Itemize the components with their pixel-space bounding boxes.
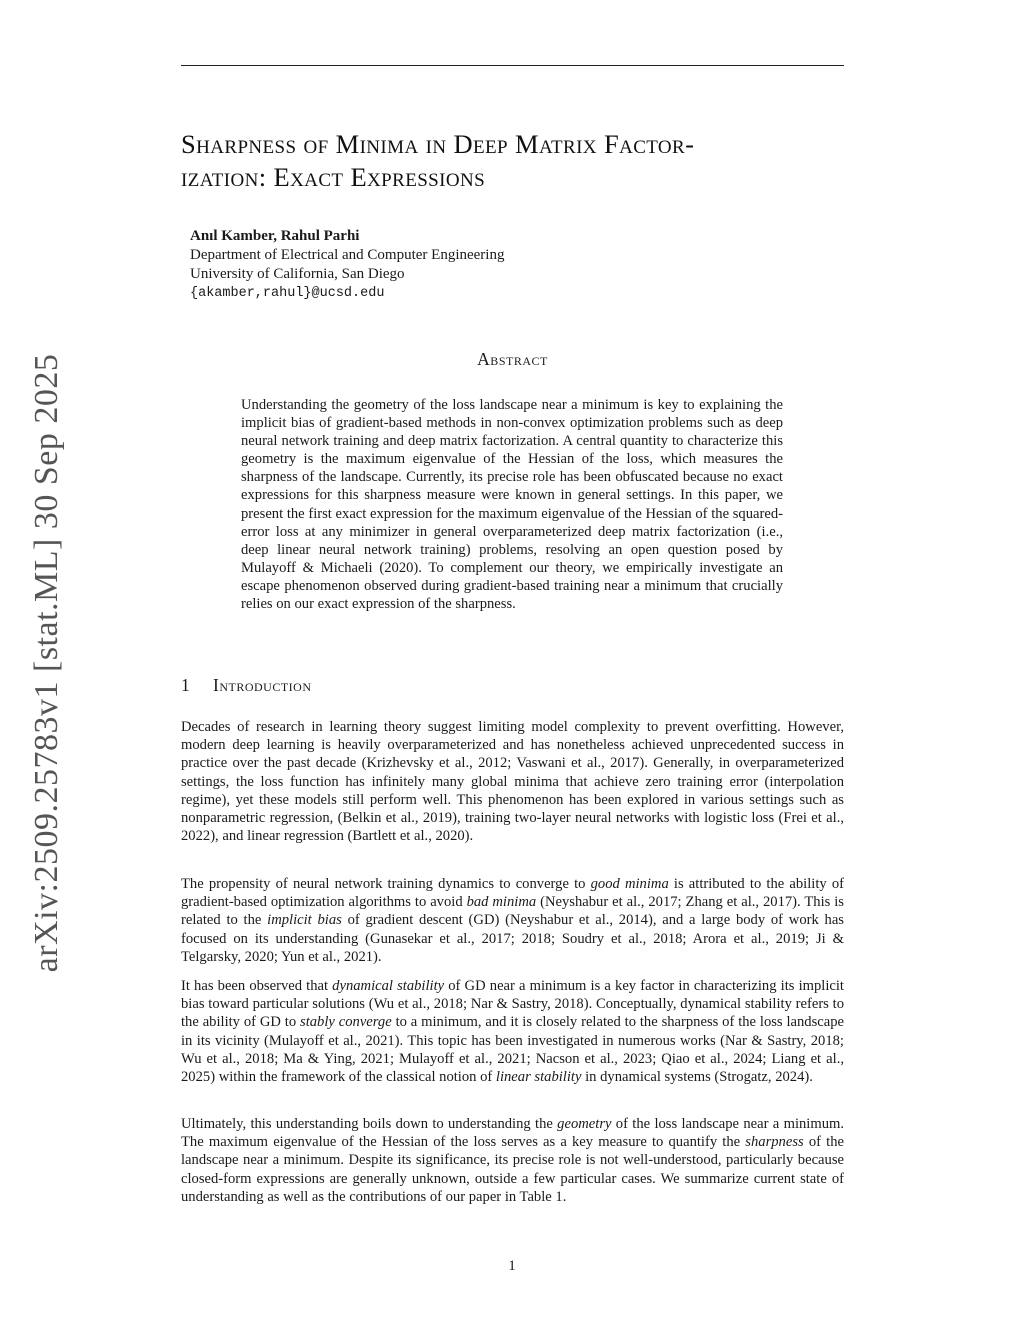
author-email: {akamber,rahul}@ucsd.edu: [190, 286, 385, 301]
author-names: Anıl Kamber, Rahul Parhi: [190, 228, 360, 244]
section-heading: [181, 675, 312, 696]
text-run: of the loss landscape near a minimum. The maximum eigenvalue of the Hessian of the loss serves as a key measure to quantify the: [181, 1116, 844, 1151]
intro-paragraph-4: [181, 1115, 844, 1206]
text-run: to a minimum, and it is closely related to the sharpness of the loss landscape in its vicinity (Mulayoff et al., 2021). This topic has been investigated in numerous works (Nar & Sastry, 2018; Wu et al., 2018; Ma & Ying, 2021; Mulayoff et al., 2021; Nacson et al., 2023; Qiao et al., 2024; Liang et al., 2025) within the framework of the classical notion of: [181, 1014, 844, 1086]
text-run: It has been observed that: [181, 978, 333, 994]
title-line-1: Sharpness of Minima in Deep Matrix Factor-: [181, 129, 695, 159]
author-block: [190, 227, 504, 303]
emphasis: stably converge: [300, 1014, 392, 1031]
abstract-heading: Abstract: [477, 349, 548, 369]
text-run: The propensity of neural network training dynamics to converge to: [181, 876, 591, 892]
text-run: of GD near a minimum is a key factor in characterizing its implicit bias toward particular solutions (Wu et al., 2018; Nar & Sastry, 2018). Conceptually, dynamical stability refers to the ability of GD to: [181, 978, 844, 1031]
text-run: is attributed to the ability of gradient-based optimization algorithms to avoid: [181, 876, 845, 911]
emphasis: linear stability: [495, 1069, 582, 1086]
author-university: University of California, San Diego: [190, 266, 405, 282]
top-rule: [181, 65, 844, 66]
page-number: 1: [508, 1258, 516, 1274]
emphasis: sharpness: [745, 1134, 804, 1151]
emphasis: good minima: [590, 876, 669, 892]
abstract-text: Understanding the geometry of the loss landscape near a minimum is key to explaining the implicit bias of gradient-based methods in non-convex optimization problems such as deep neural network training and deep matrix factorization. A central quantity to characterize this geometry is the maximum eigenvalue of the Hessian of the loss, which measures the sharpness of the landscape. Currently, its precise role has been obfuscated because no exact expressions for this sharpness measure were known in general settings. In this paper, we present the first exact expression for the maximum eigenvalue of the Hessian of the squared-error loss at any minimizer in general overparameterized deep matrix factorization (i.e., deep linear neural network training) problems, resolving an open question posed by Mulayoff & Michaeli (2020). To complement our theory, we empirically investigate an escape phenomenon observed during gradient-based training near a minimum that crucially relies on our exact expression of the sharpness.: [241, 397, 783, 613]
text-run: of gradient descent (GD) (Neyshabur et al., 2014), and a large body of work has focused on its understanding (Gunasekar et al., 2017; 2018; Soudry et al., 2018; Arora et al., 2019; Ji & Telgarsky, 2020; Yun et al., 2021).: [181, 912, 844, 965]
section-number: 1: [181, 675, 191, 695]
emphasis: bad minima: [466, 894, 537, 911]
section-title: Introduction: [213, 675, 312, 695]
text-run: Ultimately, this understanding boils down to understanding the: [181, 1116, 558, 1132]
emphasis: geometry: [557, 1116, 612, 1132]
intro-paragraph-1: Decades of research in learning theory suggest limiting model complexity to prevent overfitting. However, modern deep learning is heavily overparameterized and has nonetheless achieved unprecedented success in practice over the past decade (Krizhevsky et al., 2012; Vaswani et al., 2017). Generally, in overparameterized settings, the loss function has infinitely many global minima that achieve zero training error (interpolation regime), yet these models still perform well. This phenomenon has been explored in various settings such as nonparametric regression, (Belkin et al., 2019), training two-layer neural networks with logistic loss (Frei et al., 2022), and linear regression (Bartlett et al., 2020).: [181, 719, 844, 845]
text-run: of the landscape near a minimum. Despite its significance, its precise role is not well-understood, particularly because closed-form expressions are generally unknown, outside a few particular cases. We summarize current state of understanding as well as the contributions of our paper in Table 1.: [181, 1134, 844, 1205]
intro-paragraph-2: [181, 875, 844, 966]
paper-title: [181, 128, 844, 194]
intro-paragraph-3: [181, 977, 844, 1086]
title-line-2: ization: Exact Expressions: [181, 162, 486, 192]
emphasis: dynamical stability: [332, 978, 445, 994]
author-department: Department of Electrical and Computer Engineering: [190, 247, 505, 263]
text-run: in dynamical systems (Strogatz, 2024).: [581, 1069, 813, 1086]
emphasis: implicit bias: [267, 912, 342, 929]
text-run: (Neyshabur et al., 2017; Zhang et al., 2017). This is related to the: [181, 894, 844, 929]
arxiv-identifier: arXiv:2509.25783v1 [stat.ML] 30 Sep 2025: [28, 353, 65, 973]
